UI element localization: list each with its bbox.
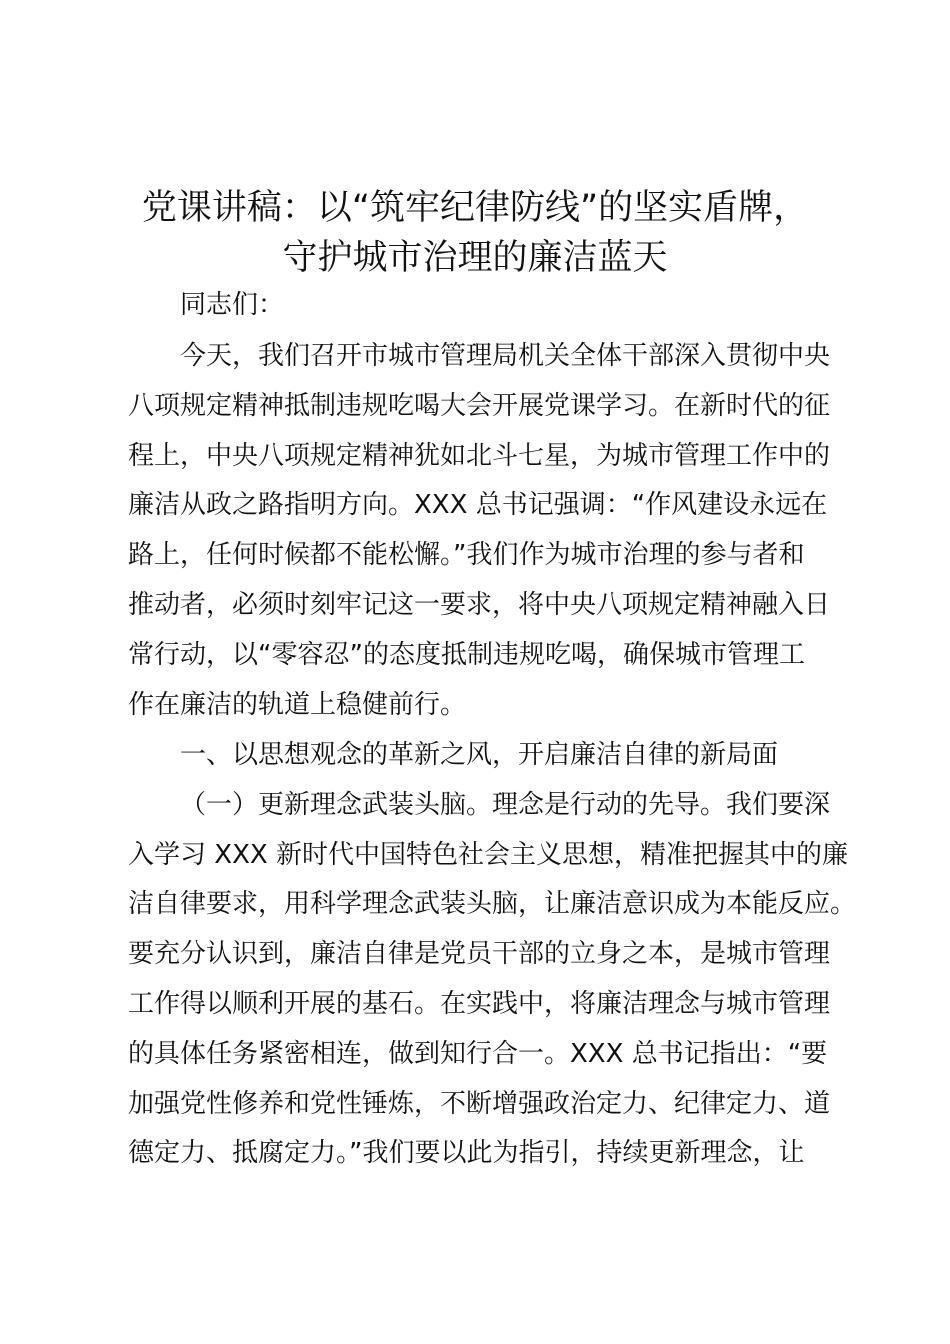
- paragraph-2-line: 的具体任务紧密相连，做到知行合一。XXX 总书记指出：“要: [128, 1039, 828, 1069]
- paragraph-1-line: 常行动，以“零容忍”的态度抵制违规吃喝，确保城市管理工: [128, 640, 805, 670]
- title-line-1: 党课讲稿：以“筑牢纪律防线”的坚实盾牌，: [141, 188, 809, 228]
- paragraph-2-line: （一）更新理念武装头脑。理念是行动的先导。我们要深: [180, 790, 831, 820]
- paragraph-2-line: 洁自律要求，用科学理念武装头脑，让廉洁意识成为本能反应。: [128, 889, 857, 919]
- paragraph-1-line: 作在廉洁的轨道上稳健前行。: [128, 690, 467, 720]
- paragraph-2-line: 工作得以顺利开展的基石。在实践中，将廉洁理念与城市管理: [128, 989, 831, 1019]
- title-line-2: 守护城市治理的廉洁蓝天: [282, 238, 668, 278]
- section-1-heading: 一、以思想观念的革新之风，开启廉洁自律的新局面: [180, 740, 779, 770]
- paragraph-2-line: 要充分认识到，廉洁自律是党员干部的立身之本，是城市管理: [128, 939, 831, 969]
- paragraph-2-line: 加强党性修养和党性锤炼，不断增强政治定力、纪律定力、道: [128, 1089, 831, 1119]
- salutation: 同志们：: [180, 290, 285, 320]
- paragraph-1-line: 廉洁从政之路指明方向。XXX 总书记强调：“作风建设永远在: [128, 490, 828, 520]
- paragraph-1-line: 路上，任何时候都不能松懈。”我们作为城市治理的参与者和: [128, 540, 805, 570]
- paragraph-2-line: 入学习 XXX 新时代中国特色社会主义思想，精准把握其中的廉: [128, 840, 848, 870]
- paragraph-1-line: 程上，中央八项规定精神犹如北斗七星，为城市管理工作中的: [128, 441, 831, 471]
- paragraph-1-line: 推动者，必须时刻牢记这一要求，将中央八项规定精神融入日: [128, 590, 831, 620]
- paragraph-2-line: 德定力、抵腐定力。”我们要以此为指引，持续更新理念，让: [128, 1138, 805, 1168]
- paragraph-1-line: 今天，我们召开市城市管理局机关全体干部深入贯彻中央: [180, 341, 831, 371]
- paragraph-1-line: 八项规定精神抵制违规吃喝大会开展党课学习。在新时代的征: [128, 391, 831, 421]
